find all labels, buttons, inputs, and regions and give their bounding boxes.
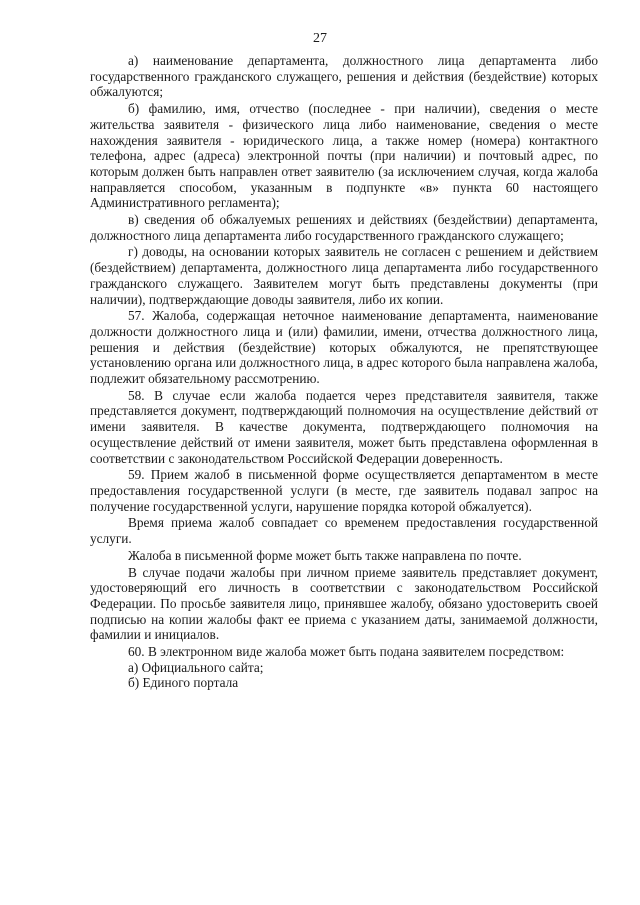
paragraph-59: 59. Прием жалоб в письменной форме осуществляется департаментом в месте предоставления государственной услуги (в месте, где заявитель подавал запрос на получение государственной услуги, нарушение порядка которой обжалуется). (90, 467, 598, 514)
paragraph-60-item-a: а) Официального сайта; (128, 659, 264, 675)
document-body (90, 53, 598, 691)
paragraph-60-item-b: б) Единого портала (128, 675, 239, 691)
paragraph-57: 57. Жалоба, содержащая неточное наименование департамента, наименование должности должностного лица и (или) фамилии, имени, отчества должностного лица, решения и действия (бездействие) которых обжалуются, не препятствующее установлению органа или должностного лица, в адрес которого была направлена жалоба, подлежит обязательному рассмотрению. (90, 308, 598, 387)
paragraph-item-g: г) доводы, на основании которых заявитель не согласен с решением и действием (бездействием) департамента, должностного лица департамента либо государственного гражданского служащего. Заявителем могут быть представлены документы (при наличии), подтверждающие доводы заявителя, либо их копии. (90, 244, 598, 307)
paragraph-personal-reception: В случае подачи жалобы при личном приеме заявитель представляет документ, удостоверяющий его личность в соответствии с законодательством Российской Федерации. По просьбе заявителя лицо, принявшее жалобу, обязано удостоверить своей подписью на копии жалобы факт ее приема с указанием даты, занимаемой должности, фамилии и инициалов. (90, 564, 598, 643)
paragraph-58: 58. В случае если жалоба подается через представителя заявителя, также представляется документ, подтверждающий полномочия на осуществление действий от имени заявителя. В качестве документа, подтверждающего полномочия на осуществление действий от имени заявителя, может быть представлена оформленная в соответствии с законодательством Российской Федерации доверенность. (90, 387, 598, 466)
paragraph-reception-time: Время приема жалоб совпадает со временем предоставления государственной услуги. (90, 515, 598, 547)
paragraph-postal: Жалоба в письменной форме может быть также направлена по почте. (128, 547, 522, 563)
paragraph-item-a: а) наименование департамента, должностного лица департамента либо государственного гражданского служащего, решения и действия (бездействие) которых обжалуются; (90, 53, 598, 100)
paragraph-item-b: б) фамилию, имя, отчество (последнее - при наличии), сведения о месте жительства заявителя - физического лица либо наименование, сведения о месте нахождения заявителя - юридического лица, а также номер (номера) контактного телефона, адрес (адреса) электронной почты (при наличии) и почтовый адрес, по которым должен быть направлен ответ заявителю (за исключением случая, когда жалоба направляется способом, указанным в подпункте «в» пункта 60 настоящего Административного регламента); (90, 101, 598, 211)
page-number: 27 (313, 31, 327, 46)
paragraph-60: 60. В электронном виде жалоба может быть подана заявителем посредством: (128, 644, 565, 660)
paragraph-item-v: в) сведения об обжалуемых решениях и действиях (бездействии) департамента, должностного лица департамента либо государственного гражданского служащего; (90, 212, 598, 243)
